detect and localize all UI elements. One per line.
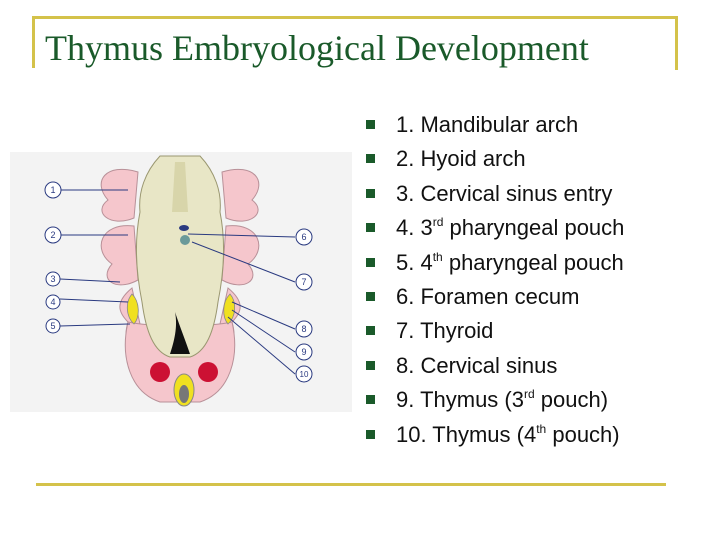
callout-2: 2 (50, 230, 56, 240)
legend-item: 8. Cervical sinus (364, 351, 624, 385)
foramen-cecum (179, 225, 189, 231)
vessel-right (198, 362, 218, 382)
legend-item: 1. Mandibular arch (364, 110, 624, 144)
callout-8: 8 (301, 324, 307, 334)
frame-bottom-rule (36, 483, 666, 486)
square-bullet-icon (366, 430, 375, 439)
square-bullet-icon (366, 361, 375, 370)
page-title: Thymus Embryological Development (45, 28, 589, 68)
square-bullet-icon (366, 223, 375, 232)
callout-1: 1 (50, 185, 56, 195)
square-bullet-icon (366, 154, 375, 163)
frame-left-rule (32, 16, 35, 68)
legend-item: 6. Foramen cecum (364, 282, 624, 316)
callout-3: 3 (50, 274, 56, 284)
legend-item: 9. Thymus (3rd pouch) (364, 385, 624, 419)
legend-item: 5. 4th pharyngeal pouch (364, 248, 624, 282)
square-bullet-icon (366, 395, 375, 404)
legend-item: 3. Cervical sinus entry (364, 179, 624, 213)
legend-item: 7. Thyroid (364, 316, 624, 350)
embryo-diagram (10, 152, 352, 412)
square-bullet-icon (366, 120, 375, 129)
callout-5: 5 (50, 321, 56, 331)
square-bullet-icon (366, 189, 375, 198)
callout-10: 10 (299, 370, 309, 379)
callout-6: 6 (301, 232, 307, 242)
square-bullet-icon (366, 326, 375, 335)
legend-list (364, 110, 624, 454)
thyroid-bud (180, 235, 190, 245)
legend-item: 10. Thymus (4th pouch) (364, 420, 624, 454)
frame-right-rule (675, 16, 678, 70)
vessel-left (150, 362, 170, 382)
callout-4: 4 (50, 297, 56, 307)
square-bullet-icon (366, 258, 375, 267)
frame-top-rule (32, 16, 678, 19)
callout-7: 7 (301, 277, 307, 287)
square-bullet-icon (366, 292, 375, 301)
callout-9: 9 (301, 347, 307, 357)
legend-item: 4. 3rd pharyngeal pouch (364, 213, 624, 247)
legend-item: 2. Hyoid arch (364, 144, 624, 178)
